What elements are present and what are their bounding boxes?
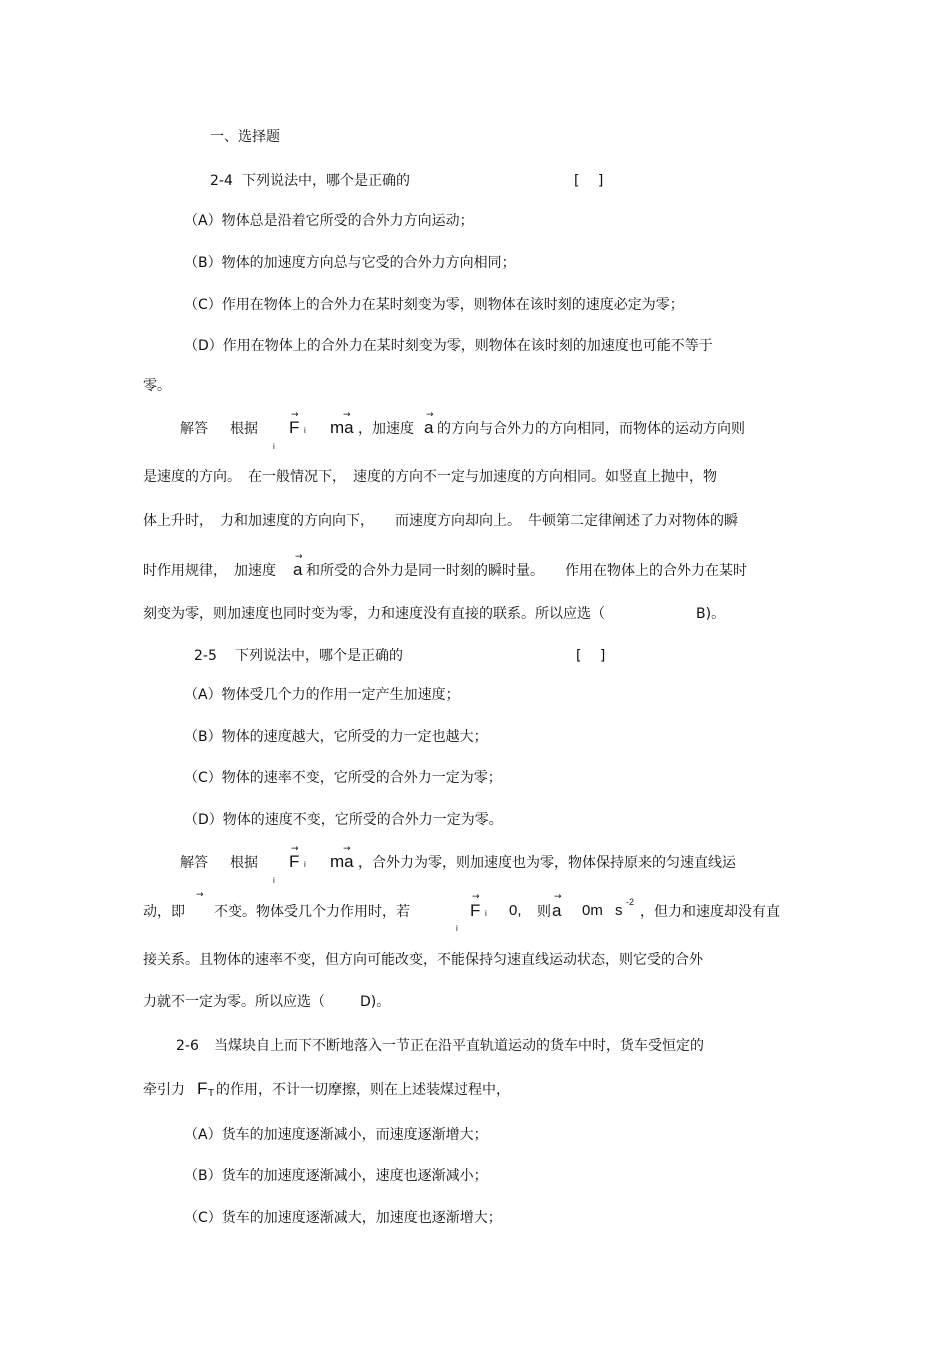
vector-arrow: → bbox=[426, 410, 434, 420]
acceleration-symbol: a bbox=[424, 418, 434, 437]
answer-text: 体上升时， 力和加速度的方向向下， 而速度方向却向上。 牛顿第二定律阐述了力对物体的瞬 bbox=[143, 513, 738, 529]
sum-index: i bbox=[273, 876, 275, 885]
answer-text: 不变。物体受几个力作用时，若 bbox=[214, 904, 410, 920]
ma-symbol: ma bbox=[330, 418, 354, 437]
answer-bracket: [ ] bbox=[574, 173, 604, 189]
answer-text: 力就不一定为零。所以应选（ bbox=[143, 994, 325, 1010]
force-subscript: i bbox=[485, 909, 487, 918]
option-c: （C）作用在物体上的合外力在某时刻变为零，则物体在该时刻的速度必定为零； bbox=[184, 297, 684, 313]
option-c: （C）物体的速率不变，它所受的合外力一定为零； bbox=[184, 770, 502, 786]
question-number: 2-4 bbox=[210, 173, 233, 189]
option-b: （B）货车的加速度逐渐减小，速度也逐渐减小； bbox=[184, 1168, 488, 1184]
vector-arrow: → bbox=[291, 844, 299, 854]
answer-text: 动，即 bbox=[143, 904, 185, 920]
answer-text: 接关系。且物体的速率不变，但方向可能改变，不能保持匀速直线运动状态，则它受的合外 bbox=[143, 952, 703, 968]
option-a: （A）货车的加速度逐渐减小，而速度逐渐增大； bbox=[184, 1127, 488, 1143]
answer-text: ，合外力为零，则加速度也为零，物体保持原来的匀速直线运 bbox=[358, 855, 736, 871]
sum-index: i bbox=[273, 442, 275, 451]
unit-exponent: -2 bbox=[626, 897, 635, 907]
question-stem: 的作用，不计一切摩擦，则在上述装煤过程中， bbox=[216, 1082, 510, 1098]
force-symbol: F bbox=[289, 418, 300, 437]
option-d: （D）物体的速度不变，它所受的合外力一定为零。 bbox=[184, 812, 503, 828]
answer-label: 解答 bbox=[180, 421, 208, 437]
vector-arrow: → bbox=[343, 844, 351, 854]
force-subscript: i bbox=[304, 426, 306, 435]
zero-value: 0m bbox=[582, 902, 603, 919]
answer-choice: B)。 bbox=[696, 606, 726, 622]
answer-according: 根据 bbox=[230, 855, 258, 871]
answer-text: ，加速度 bbox=[358, 421, 414, 437]
option-d-continued: 零。 bbox=[143, 378, 171, 394]
vector-arrow: → bbox=[472, 892, 480, 902]
vector-arrow: → bbox=[295, 552, 303, 562]
question-stem: 下列说法中，哪个是正确的 bbox=[235, 648, 403, 664]
vector-arrow: → bbox=[196, 890, 204, 900]
option-b: （B）物体的加速度方向总与它受的合外力方向相同； bbox=[184, 255, 516, 271]
ma-symbol: ma bbox=[330, 852, 354, 871]
answer-text: ，但力和速度却没有直 bbox=[640, 904, 780, 920]
answer-text: 刻变为零，则加速度也同时变为零，力和速度没有直接的联系。所以应选（ bbox=[143, 606, 605, 622]
question-stem: 当煤块自上而下不断地落入一节正在沿平直轨道运动的货车中时，货车受恒定的 bbox=[214, 1038, 704, 1054]
zero-value: 0, bbox=[509, 902, 522, 919]
acceleration-symbol: a bbox=[552, 901, 562, 920]
answer-choice: D)。 bbox=[360, 994, 391, 1010]
answer-bracket: [ ] bbox=[576, 648, 606, 664]
option-c: （C）货车的加速度逐渐减大，加速度也逐渐增大； bbox=[184, 1210, 502, 1226]
question-number: 2-5 bbox=[194, 648, 217, 664]
acceleration-symbol: a bbox=[293, 560, 303, 579]
question-number: 2-6 bbox=[176, 1038, 199, 1054]
vector-arrow: → bbox=[343, 410, 351, 420]
answer-text: 则 bbox=[537, 904, 551, 920]
vector-arrow: → bbox=[291, 410, 299, 420]
force-symbol: F bbox=[197, 1079, 208, 1098]
unit-seconds: s bbox=[615, 902, 623, 919]
answer-text: 的方向与合外力的方向相同，而物体的运动方向则 bbox=[437, 421, 745, 437]
force-symbol: F bbox=[289, 852, 300, 871]
answer-text: 和所受的合外力是同一时刻的瞬时量。 作用在物体上的合外力在某时 bbox=[306, 563, 747, 579]
section-title: 一、选择题 bbox=[210, 129, 280, 145]
vector-arrow: → bbox=[554, 892, 562, 902]
question-stem: 牵引力 bbox=[143, 1082, 185, 1098]
answer-text: 时作用规律， 加速度 bbox=[143, 563, 276, 579]
option-d: （D）作用在物体上的合外力在某时刻变为零，则物体在该时刻的加速度也可能不等于 bbox=[184, 338, 713, 354]
option-a: （A）物体总是沿着它所受的合外力方向运动； bbox=[184, 213, 474, 229]
force-subscript: i bbox=[304, 860, 306, 869]
force-subscript: T bbox=[208, 1088, 215, 1099]
option-b: （B）物体的速度越大，它所受的力一定也越大； bbox=[184, 729, 488, 745]
option-a: （A）物体受几个力的作用一定产生加速度； bbox=[184, 687, 460, 703]
sum-index: i bbox=[456, 924, 458, 933]
answer-label: 解答 bbox=[180, 855, 208, 871]
answer-according: 根据 bbox=[230, 421, 258, 437]
force-symbol: F bbox=[470, 901, 481, 920]
answer-text: 是速度的方向。 在一般情况下， 速度的方向不一定与加速度的方向相同。如竖直上抛中，物 bbox=[143, 469, 717, 485]
question-stem: 下列说法中，哪个是正确的 bbox=[242, 173, 410, 189]
